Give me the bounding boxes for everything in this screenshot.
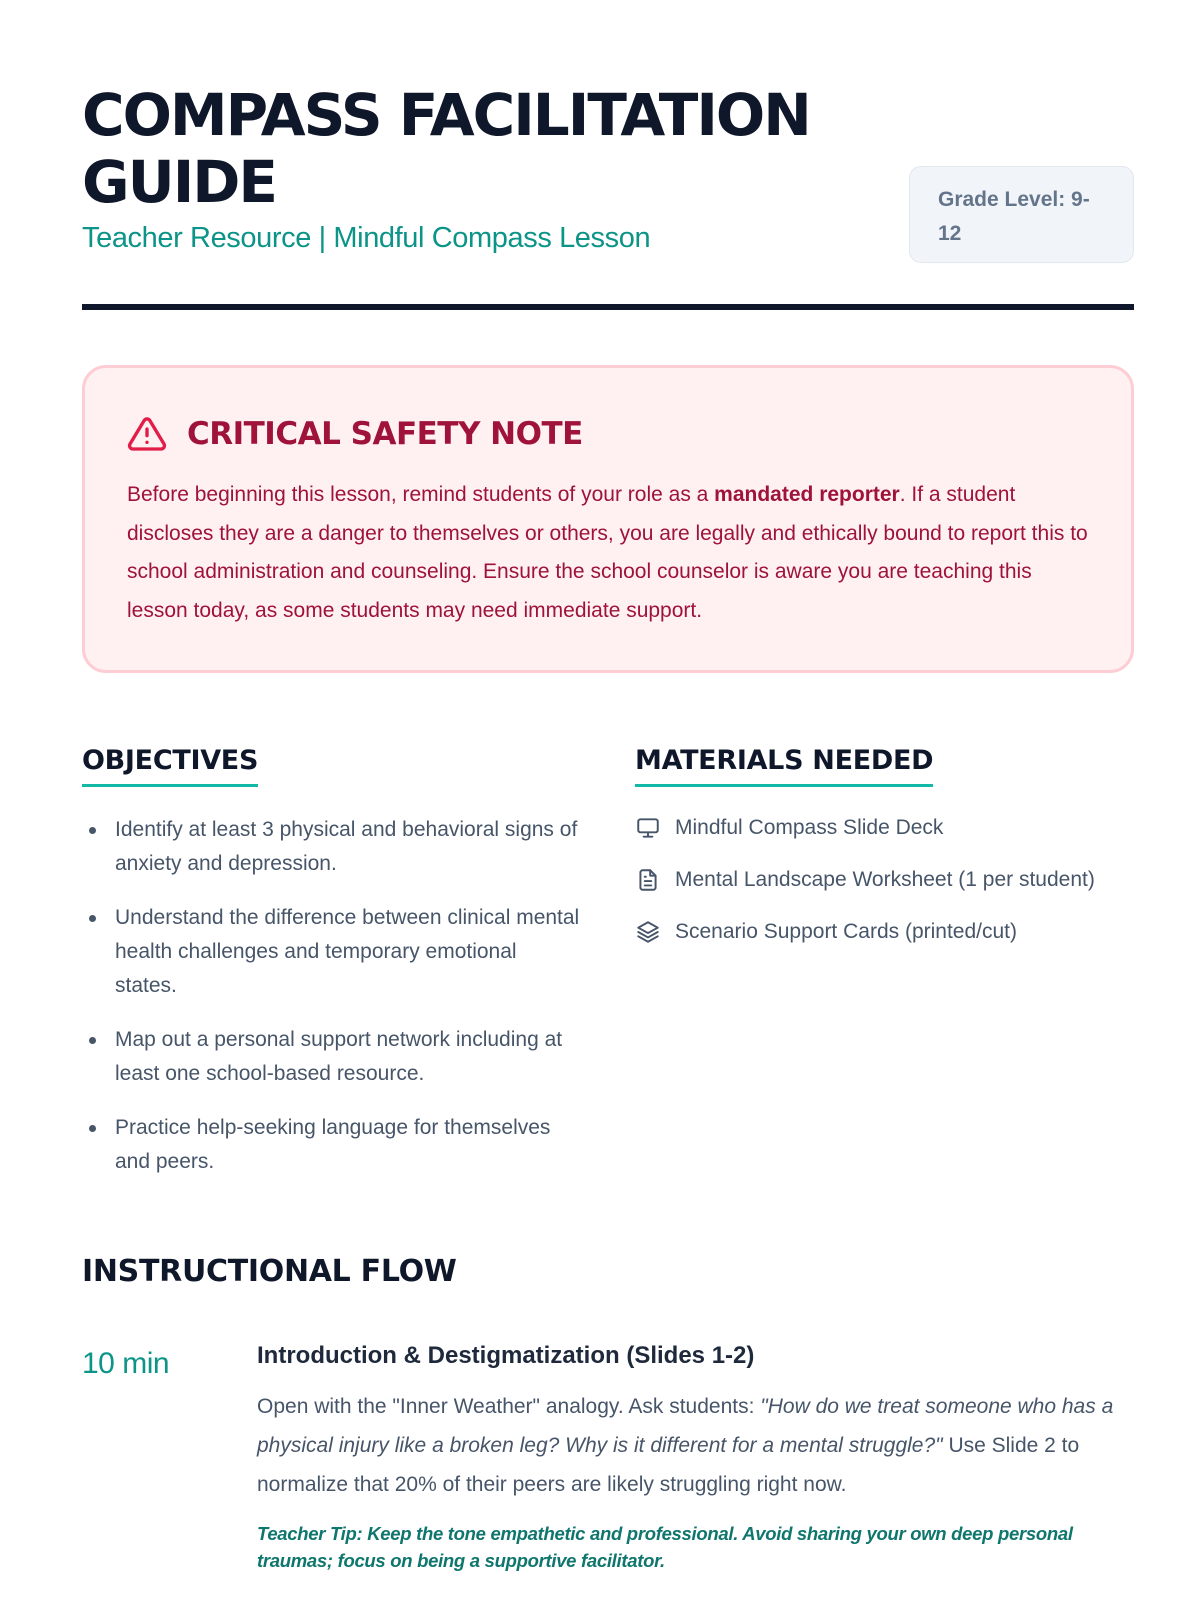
flow-step-duration: 10 min — [82, 1347, 170, 1380]
flow-desc-text: Open with the "Inner Weather" analogy. Ask students: — [257, 1395, 761, 1418]
objectives-section — [82, 745, 582, 1199]
safety-note-header — [127, 414, 583, 454]
material-label: Mental Landscape Worksheet (1 per student) — [675, 868, 1095, 891]
materials-heading: MATERIALS NEEDED — [635, 745, 933, 787]
monitor-icon — [635, 815, 661, 841]
header-divider — [82, 304, 1134, 310]
safety-body-text-cont: . If a student discloses they are a danger to themselves or others, you are legally and ethically bound to report this to school administration and counseling. Ensure the school counselor is aware you are teaching this lesson today, as some students may need immediate support. — [127, 483, 1088, 622]
objectives-heading: OBJECTIVES — [82, 745, 258, 787]
warning-triangle-icon — [127, 414, 167, 454]
material-label: Scenario Support Cards (printed/cut) — [675, 920, 1017, 943]
material-label: Mindful Compass Slide Deck — [675, 816, 944, 839]
critical-safety-note — [82, 365, 1134, 673]
mandated-reporter-emphasis: mandated reporter — [714, 483, 900, 506]
objective-item: Identify at least 3 physical and behavioral signs of anxiety and depression. — [82, 813, 582, 881]
safety-body-text: Before beginning this lesson, remind students of your role as a — [127, 483, 715, 506]
grade-level-badge: Grade Level: 9-12 — [909, 166, 1134, 263]
safety-note-title: CRITICAL SAFETY NOTE — [187, 416, 583, 452]
page-header — [82, 82, 1134, 312]
objectives-list — [82, 813, 582, 1179]
objective-item: Practice help-seeking language for themselves and peers. — [82, 1111, 582, 1179]
flow-desc-text-cont: Use Slide 2 to normalize that 20% of their peers are likely struggling right now. — [257, 1434, 1080, 1496]
material-item — [635, 811, 1134, 845]
document-icon — [635, 867, 661, 893]
instructional-flow-section — [82, 1254, 1134, 1571]
flow-step-content — [257, 1339, 1134, 1574]
page-title: COMPASS FACILITATION GUIDE — [82, 81, 810, 216]
flow-desc-quote: "How do we treat someone who has a physical injury like a broken leg? Why is it different for a mental struggle?" — [257, 1395, 1114, 1457]
materials-list — [635, 811, 1134, 949]
instructional-flow-heading: INSTRUCTIONAL FLOW — [82, 1254, 457, 1289]
safety-note-body — [127, 476, 1097, 630]
material-item — [635, 863, 1134, 897]
page-subtitle: Teacher Resource | Mindful Compass Lesson — [82, 222, 651, 254]
materials-section — [635, 745, 1134, 967]
layers-icon — [635, 919, 661, 945]
flow-step-description — [257, 1387, 1134, 1504]
material-item — [635, 915, 1134, 949]
objective-item: Map out a personal support network including at least one school-based resource. — [82, 1023, 582, 1091]
teacher-tip: Teacher Tip: Keep the tone empathetic and professional. Avoid sharing your own deep personal traumas; focus on being a supportive facilitator. — [257, 1523, 1073, 1571]
flow-step-title: Introduction & Destigmatization (Slides 1-2) — [257, 1342, 755, 1369]
objective-item: Understand the difference between clinical mental health challenges and temporary emotional states. — [82, 901, 582, 1003]
